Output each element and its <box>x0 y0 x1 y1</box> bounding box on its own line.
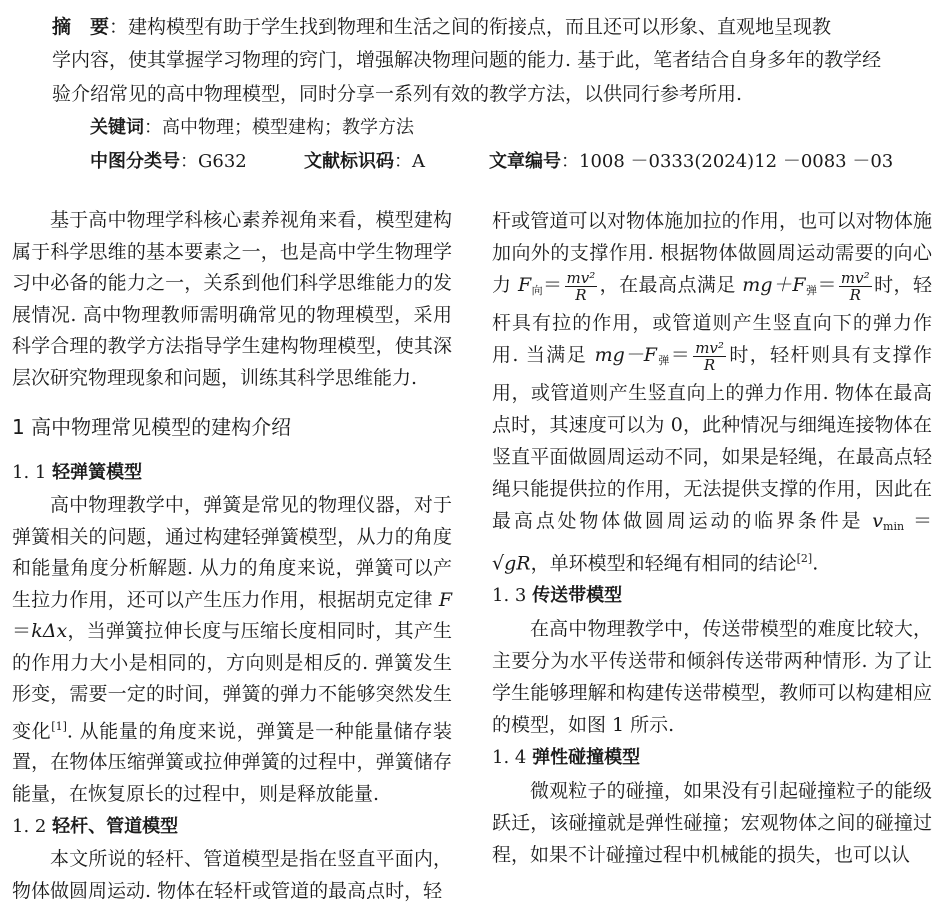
math-mg-plus: $mg+F_弹$ <box>742 274 818 297</box>
abstract-text-1: 建构模型有助于学生找到物理和生活之间的衔接点，而且还可以形象、直观地呈现教 <box>128 16 832 38</box>
section-1-3-heading: 1. 3 传送带模型 <box>492 585 623 607</box>
math-kdx: kΔx <box>31 620 68 642</box>
section-1-4-heading: 1. 4 弹性碰撞模型 <box>492 747 641 769</box>
intro-paragraph: 基于高中物理学科核心素养视角来看，模型建构属于科学思维的基本要素之一，也是高中学生物理学习中必备的能力之一，关系到他们科学思维能力的发展情况. 高中物理教师需明确常见的物理模型，采用科学合理的教学方法指导学生建构物理模型，使其深层次研究物理现象和问题，训练其科学思维能力. <box>12 209 452 389</box>
section-1-3-paragraph: 在高中物理教学中，传送带模型的难度比较大，主要分为水平传送带和倾斜传送带两种情形. 为了让学生能够理解和构建传送带模型，教师可以构建相应的模型，如图 1 所示. <box>492 618 932 737</box>
math-mg-minus: $mg-F_弹$ <box>594 344 671 367</box>
math-f-xiang: $F_向$ <box>517 274 544 297</box>
left-column <box>12 205 452 907</box>
citation-1: [1] <box>51 719 67 733</box>
math-vmin: $v_{min}$ <box>872 510 905 533</box>
citation-2: [2] <box>796 552 813 565</box>
section-1-1-paragraph: 高中物理教学中，弹簧是常见的物理仪器，对于弹簧相关的问题，通过构建轻弹簧模型，从力的角度和能量角度分析解题. 从力的角度来说，弹簧可以产生拉力作用，还可以产生压力作用，根据胡克定律 F＝kΔx，当弹簧拉伸长度与压缩长度相同时，其产生的作用力大小是相同的，方向则是相反的. 弹簧发生形变，需要一定的时间，弹簧的弹力不能够突然发生变化[1]. 从能量的角度来说，弹簧是一种能量储存装置，在物体压缩弹簧或拉伸弹簧的过程中，弹簧储存能量，在恢复原长的过程中，则是释放能量. <box>12 494 452 805</box>
abstract-label: 摘 要 <box>52 16 110 38</box>
keywords: 关键词：高中物理；模型建构；教学方法 <box>90 117 414 138</box>
right-column <box>492 205 932 871</box>
keywords-value: 高中物理；模型建构；教学方法 <box>162 117 414 138</box>
math-sqrt-gr: √gR <box>492 552 531 575</box>
clc-number: 中图分类号：G632 <box>90 151 247 172</box>
abstract-line-1: 摘 要：建构模型有助于学生找到物理和生活之间的衔接点，而且还可以形象、直观地呈现教 <box>52 16 832 38</box>
section-1-1-heading: 1. 1 轻弹簧模型 <box>12 462 143 483</box>
right-paragraph-1: 杆或管道可以对物体施加拉的作用，也可以对物体施加向外的支撑作用. 根据物体做圆周运动需要的向心力 $F_向=$ $\frac{\text{mv²}}{R}$ ，在最高点满足 $mg+F_弹=$ $\frac{\text{mv²}}{R}$ 时，轻杆具有拉的作用，或管道则产生竖直向下的弹力作用. 当满足 $mg-F_弹=$ $\frac{\text{mv²}}{R}$ 时，轻杆则具有支撑作用，或管道则产生竖直向上的弹力作用. 物体在最高点时，其速度可以为 0，此种情况与细绳连接物体在竖直平面做圆周运动不同，如果是轻绳，在最高点轻绳只能提供拉的作用，无法提供支撑的作用，因此在最高点处物体做圆周运动的临界条件是 $v_{min} = √gR$，单环模型和轻绳有相同的结论[2]. <box>492 210 932 575</box>
math-fraction-3: $\frac{\text{mv²}}{R}$ <box>695 338 724 374</box>
math-fraction-2: $\frac{\text{mv²}}{R}$ <box>840 268 870 304</box>
abstract-line-2: 学内容，使其掌握学习物理的窍门，增强解决物理问题的能力. 基于此，笔者结合自身多年的教学经 <box>52 49 882 71</box>
math-F: F <box>438 588 452 611</box>
keywords-label: 关键词 <box>90 117 144 138</box>
doc-code: 文献标识码：A <box>304 151 425 172</box>
article-number: 文章编号：1008 －0333(2024)12 －0083 －03 <box>489 151 894 172</box>
section-1-4-paragraph: 微观粒子的碰撞，如果没有引起碰撞粒子的能级跃迁，该碰撞就是弹性碰撞；宏观物体之间的碰撞过程，如果不计碰撞过程中机械能的损失，也可以认 <box>492 780 932 867</box>
section-1-2-heading: 1. 2 轻杆、管道模型 <box>12 816 179 838</box>
math-fraction-1: $\frac{\text{mv²}}{R}$ <box>566 268 596 304</box>
section-1-heading: 1 高中物理常见模型的建构介绍 <box>12 415 292 439</box>
abstract-line-3: 验介绍常见的高中物理模型，同时分享一系列有效的教学方法，以供同行参考所用. <box>52 83 743 105</box>
section-1-2-paragraph: 本文所说的轻杆、管道模型是指在竖直平面内，物体做圆周运动. 物体在轻杆或管道的最高点时，轻 <box>12 848 452 902</box>
